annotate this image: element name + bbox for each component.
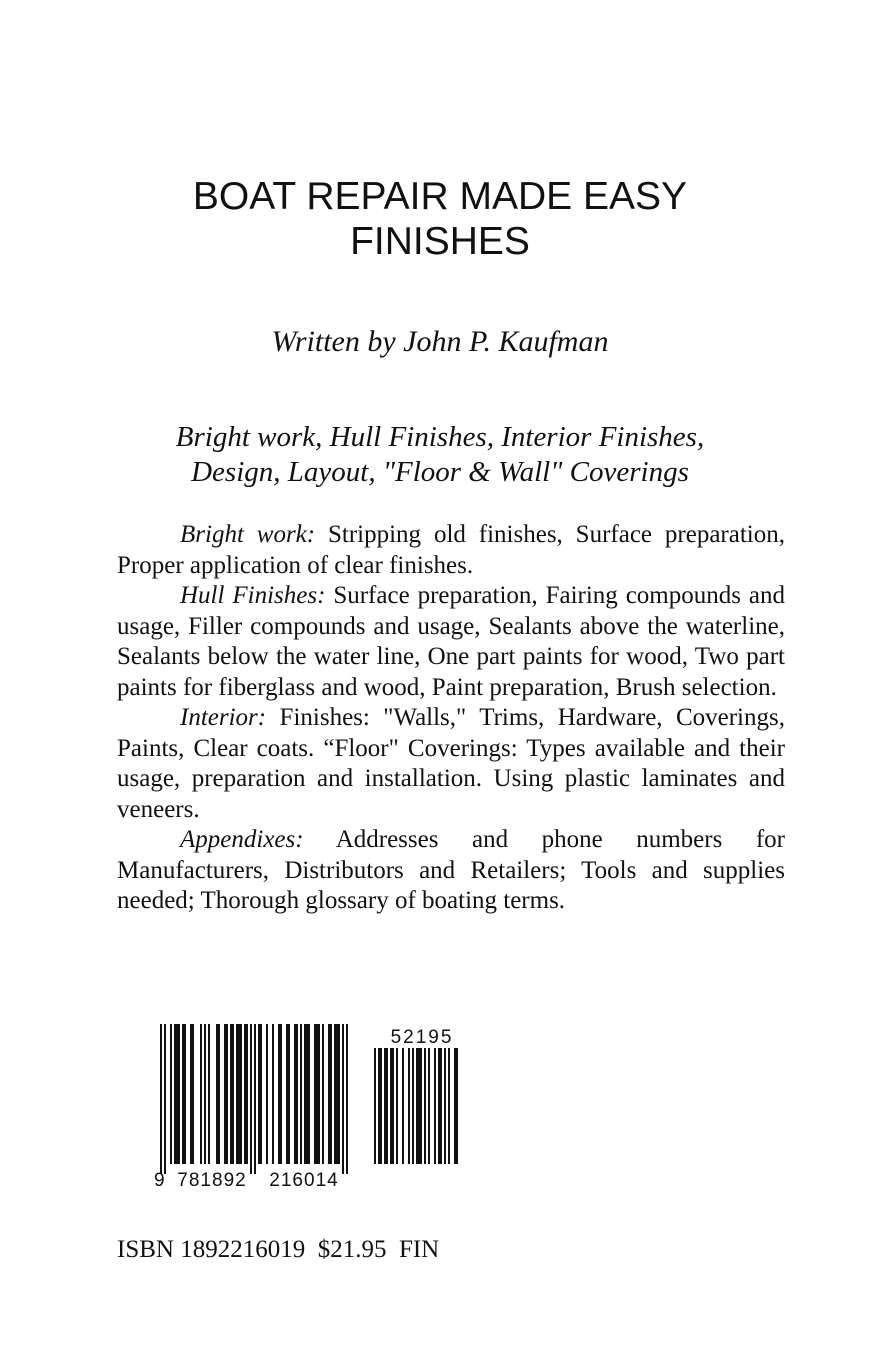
- barcode-left-digits: 781892: [177, 1170, 247, 1191]
- book-title: [0, 174, 880, 264]
- barcode-right-digits: 216014: [269, 1170, 339, 1191]
- paragraph-text: Addresses and phone numbers for Manufacturers, Distributors and Retailers; Tools and supplies needed; Thorough glossary of boating terms.: [117, 826, 785, 914]
- description-paragraph: [117, 520, 785, 581]
- subtitle-line-2: Design, Layout, "Floor & Wall" Coverings: [191, 456, 689, 488]
- title-line-2: FINISHES: [350, 220, 530, 263]
- subtitle-line-1: Bright work, Hull Finishes, Interior Finishes,: [175, 421, 705, 453]
- barcode-bar: [278, 1024, 282, 1164]
- paragraph-lead: Interior:: [180, 704, 267, 731]
- barcode-bar: [346, 1024, 348, 1174]
- barcode-bar: [266, 1024, 268, 1164]
- description-paragraph: [117, 581, 785, 703]
- barcode-bar: [412, 1048, 414, 1164]
- title-line-1: BOAT REPAIR MADE EASY: [192, 175, 688, 218]
- barcode-bar: [390, 1048, 394, 1164]
- paragraph-text: Stripping old finishes, Surface preparation, Proper application of clear finishes.: [117, 521, 785, 579]
- barcode-bar: [164, 1024, 166, 1174]
- barcode-bar: [258, 1024, 262, 1164]
- barcode-bar: [396, 1048, 398, 1164]
- paragraph-lead: Hull Finishes:: [180, 582, 326, 609]
- barcode-graphic: [152, 1024, 354, 1194]
- barcode-prefix-digit: 9: [154, 1170, 165, 1191]
- description-paragraph: [117, 703, 785, 825]
- barcode-bar: [434, 1048, 436, 1164]
- isbn-barcode: [152, 1024, 354, 1194]
- barcode-bar: [244, 1024, 248, 1164]
- barcode-bar: [160, 1024, 162, 1174]
- barcode-bar: [328, 1024, 332, 1164]
- description: [117, 520, 785, 917]
- barcode-bar: [384, 1048, 388, 1164]
- barcode-bar: [200, 1024, 202, 1164]
- barcode-bar: [174, 1024, 180, 1164]
- paragraph-lead: Appendixes:: [180, 826, 304, 853]
- barcode-bar: [254, 1024, 256, 1174]
- barcode-bar: [230, 1024, 234, 1164]
- addon-barcode-bars: [374, 1048, 458, 1164]
- barcode-bar: [374, 1048, 376, 1164]
- barcode-bar: [216, 1024, 220, 1164]
- addon-barcode-graphic: [370, 1024, 474, 1166]
- barcode-bar: [236, 1024, 242, 1164]
- barcode-bar: [342, 1024, 344, 1174]
- barcode-bar: [286, 1024, 290, 1164]
- paragraph-lead: Bright work:: [180, 521, 316, 548]
- barcode-bar: [170, 1024, 172, 1164]
- barcode-bar: [314, 1024, 320, 1164]
- barcode-bar: [300, 1024, 302, 1164]
- barcode-bar: [250, 1024, 252, 1174]
- barcode-bar: [444, 1048, 446, 1164]
- barcode-bar: [208, 1024, 210, 1164]
- subtitle: [0, 420, 880, 490]
- price-addon-barcode: [370, 1024, 474, 1166]
- barcode-bars: [160, 1024, 348, 1174]
- barcode-bar: [304, 1024, 310, 1164]
- barcode-bar: [204, 1024, 206, 1164]
- barcode-bar: [272, 1024, 274, 1164]
- barcode-bar: [438, 1048, 442, 1164]
- barcode-bar: [402, 1048, 404, 1164]
- barcode-bar: [428, 1048, 430, 1164]
- paragraph-text: Surface preparation, Fairing compounds and usage, Filler compounds and usage, Sealants above the waterline, Sealants below the water line, One part paints for wood, Two part paints for fiberglass and wood, Paint preparation, Brush selection.: [117, 582, 785, 701]
- barcode-bar: [294, 1024, 298, 1164]
- barcode-bar: [224, 1024, 228, 1164]
- addon-digits: 52195: [390, 1027, 454, 1048]
- barcode-bar: [190, 1024, 194, 1164]
- description-paragraph: [117, 825, 785, 917]
- author-credit: Written by John P. Kaufman: [271, 325, 609, 358]
- isbn-price-line: ISBN 1892216019 $21.95 FIN: [117, 1236, 440, 1263]
- barcode-bar: [182, 1024, 186, 1164]
- barcode-bar: [334, 1024, 340, 1164]
- paragraph-text: Finishes: "Walls," Trims, Hardware, Coverings, Paints, Clear coats. “Floor" Coverings: Types available and their usage, preparation and installation. Using plastic laminates and veneers.: [117, 704, 785, 823]
- barcode-bar: [408, 1048, 410, 1164]
- barcode-bar: [416, 1048, 422, 1164]
- barcode-bar: [424, 1048, 426, 1164]
- barcode-bar: [322, 1024, 324, 1164]
- barcode-bar: [454, 1048, 458, 1164]
- barcode-bar: [378, 1048, 382, 1164]
- barcode-bar: [448, 1048, 450, 1164]
